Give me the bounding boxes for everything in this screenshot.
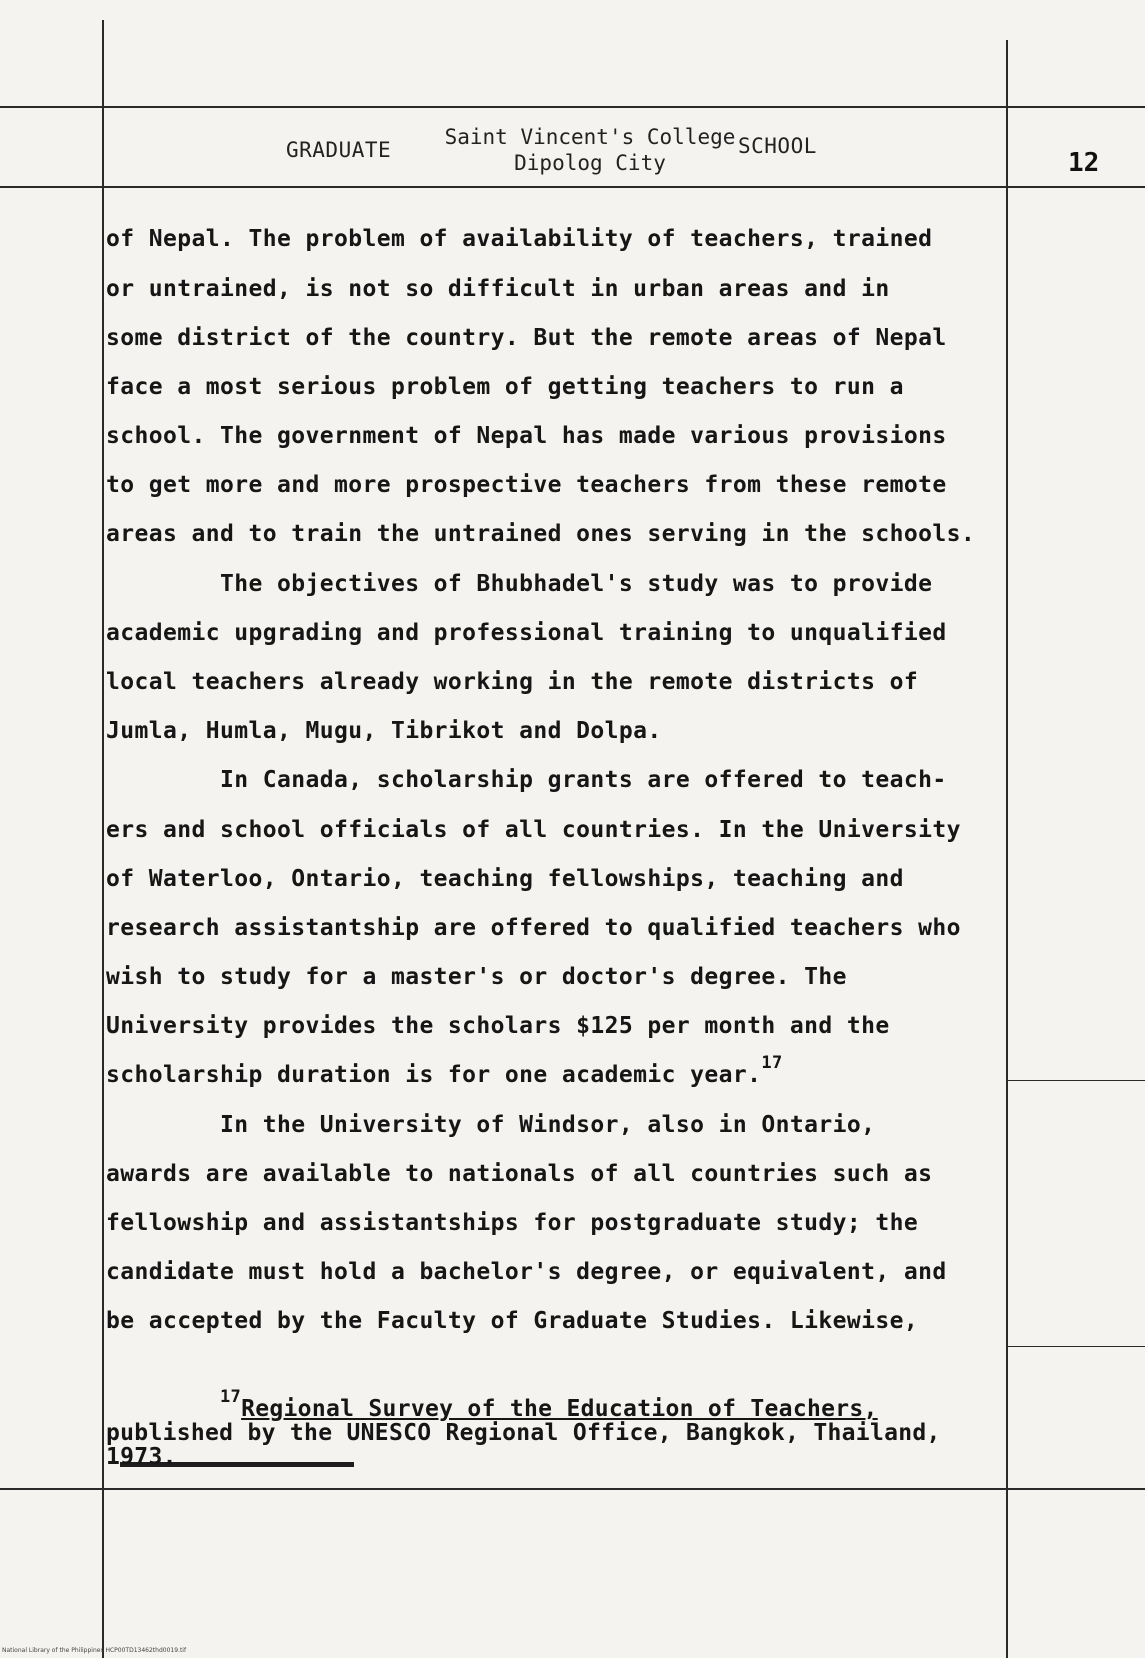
body-line: school. The government of Nepal has made various provisions [106, 423, 947, 449]
left-margin-rule [102, 20, 104, 1658]
footnote-number: 17 [220, 1387, 242, 1407]
header-college-city: Dipolog City [514, 151, 666, 175]
body-line: fellowship and assistantships for postgraduate study; the [106, 1210, 919, 1236]
footer-rule [0, 1488, 1145, 1490]
right-margin-rule [1006, 40, 1008, 1658]
body-line: The objectives of Bhubhadel's study was to provide [106, 571, 933, 597]
body-line: In Canada, scholarship grants are offered to teach- [106, 767, 947, 793]
body-line: candidate must hold a bachelor's degree, or equivalent, and [106, 1259, 947, 1285]
body-line: wish to study for a master's or doctor's degree. The [106, 964, 847, 990]
right-margin-tick-2 [1006, 1346, 1145, 1347]
header-bottom-rule [0, 186, 1145, 188]
body-line: or untrained, is not so difficult in urban areas and in [106, 276, 890, 302]
body-line: areas and to train the untrained ones serving in the schools. [106, 521, 976, 547]
header-college-block [410, 124, 770, 176]
header-college-name: Saint Vincent's College [444, 125, 736, 149]
right-margin-tick-1 [1006, 1080, 1145, 1081]
scan-footer-label: National Library of the Philippines HCP00TD13462thd0019.tif [2, 1647, 187, 1654]
footnote-title: Regional Survey of the Education of Teachers, [241, 1396, 878, 1422]
body-line: awards are available to nationals of all countries such as [106, 1161, 933, 1187]
body-line-text: scholarship duration is for one academic year. [106, 1062, 762, 1088]
footnote-line-1 [220, 1387, 878, 1422]
body-line: to get more and more prospective teachers from these remote [106, 472, 947, 498]
body-line: ers and school officials of all countries. In the University [106, 817, 961, 843]
body-line: of Waterloo, Ontario, teaching fellowships, teaching and [106, 866, 904, 892]
header-top-rule [0, 106, 1145, 108]
body-line: Jumla, Humla, Mugu, Tibrikot and Dolpa. [106, 718, 662, 744]
footnote-reference: 17 [761, 1053, 783, 1073]
body-line: research assistantship are offered to qualified teachers who [106, 915, 961, 941]
body-line: of Nepal. The problem of availability of teachers, trained [106, 226, 933, 252]
body-line: local teachers already working in the remote districts of [106, 669, 919, 695]
body-line: academic upgrading and professional training to unqualified [106, 620, 947, 646]
body-line: face a most serious problem of getting teachers to run a [106, 374, 904, 400]
header-school: SCHOOL [738, 134, 817, 158]
page-number: 12 [1068, 148, 1100, 178]
body-line: University provides the scholars $125 per month and the [106, 1013, 890, 1039]
body-line: In the University of Windsor, also in Ontario, [106, 1112, 876, 1138]
footnote-line-2: published by the UNESCO Regional Office, Bangkok, Thailand, [106, 1420, 941, 1446]
body-line-with-footnote [106, 1053, 783, 1088]
body-line: some district of the country. But the remote areas of Nepal [106, 325, 947, 351]
header-graduate: GRADUATE [286, 138, 392, 162]
body-line: be accepted by the Faculty of Graduate Studies. Likewise, [106, 1308, 919, 1334]
footnote-line-3: 1973. [106, 1444, 177, 1470]
